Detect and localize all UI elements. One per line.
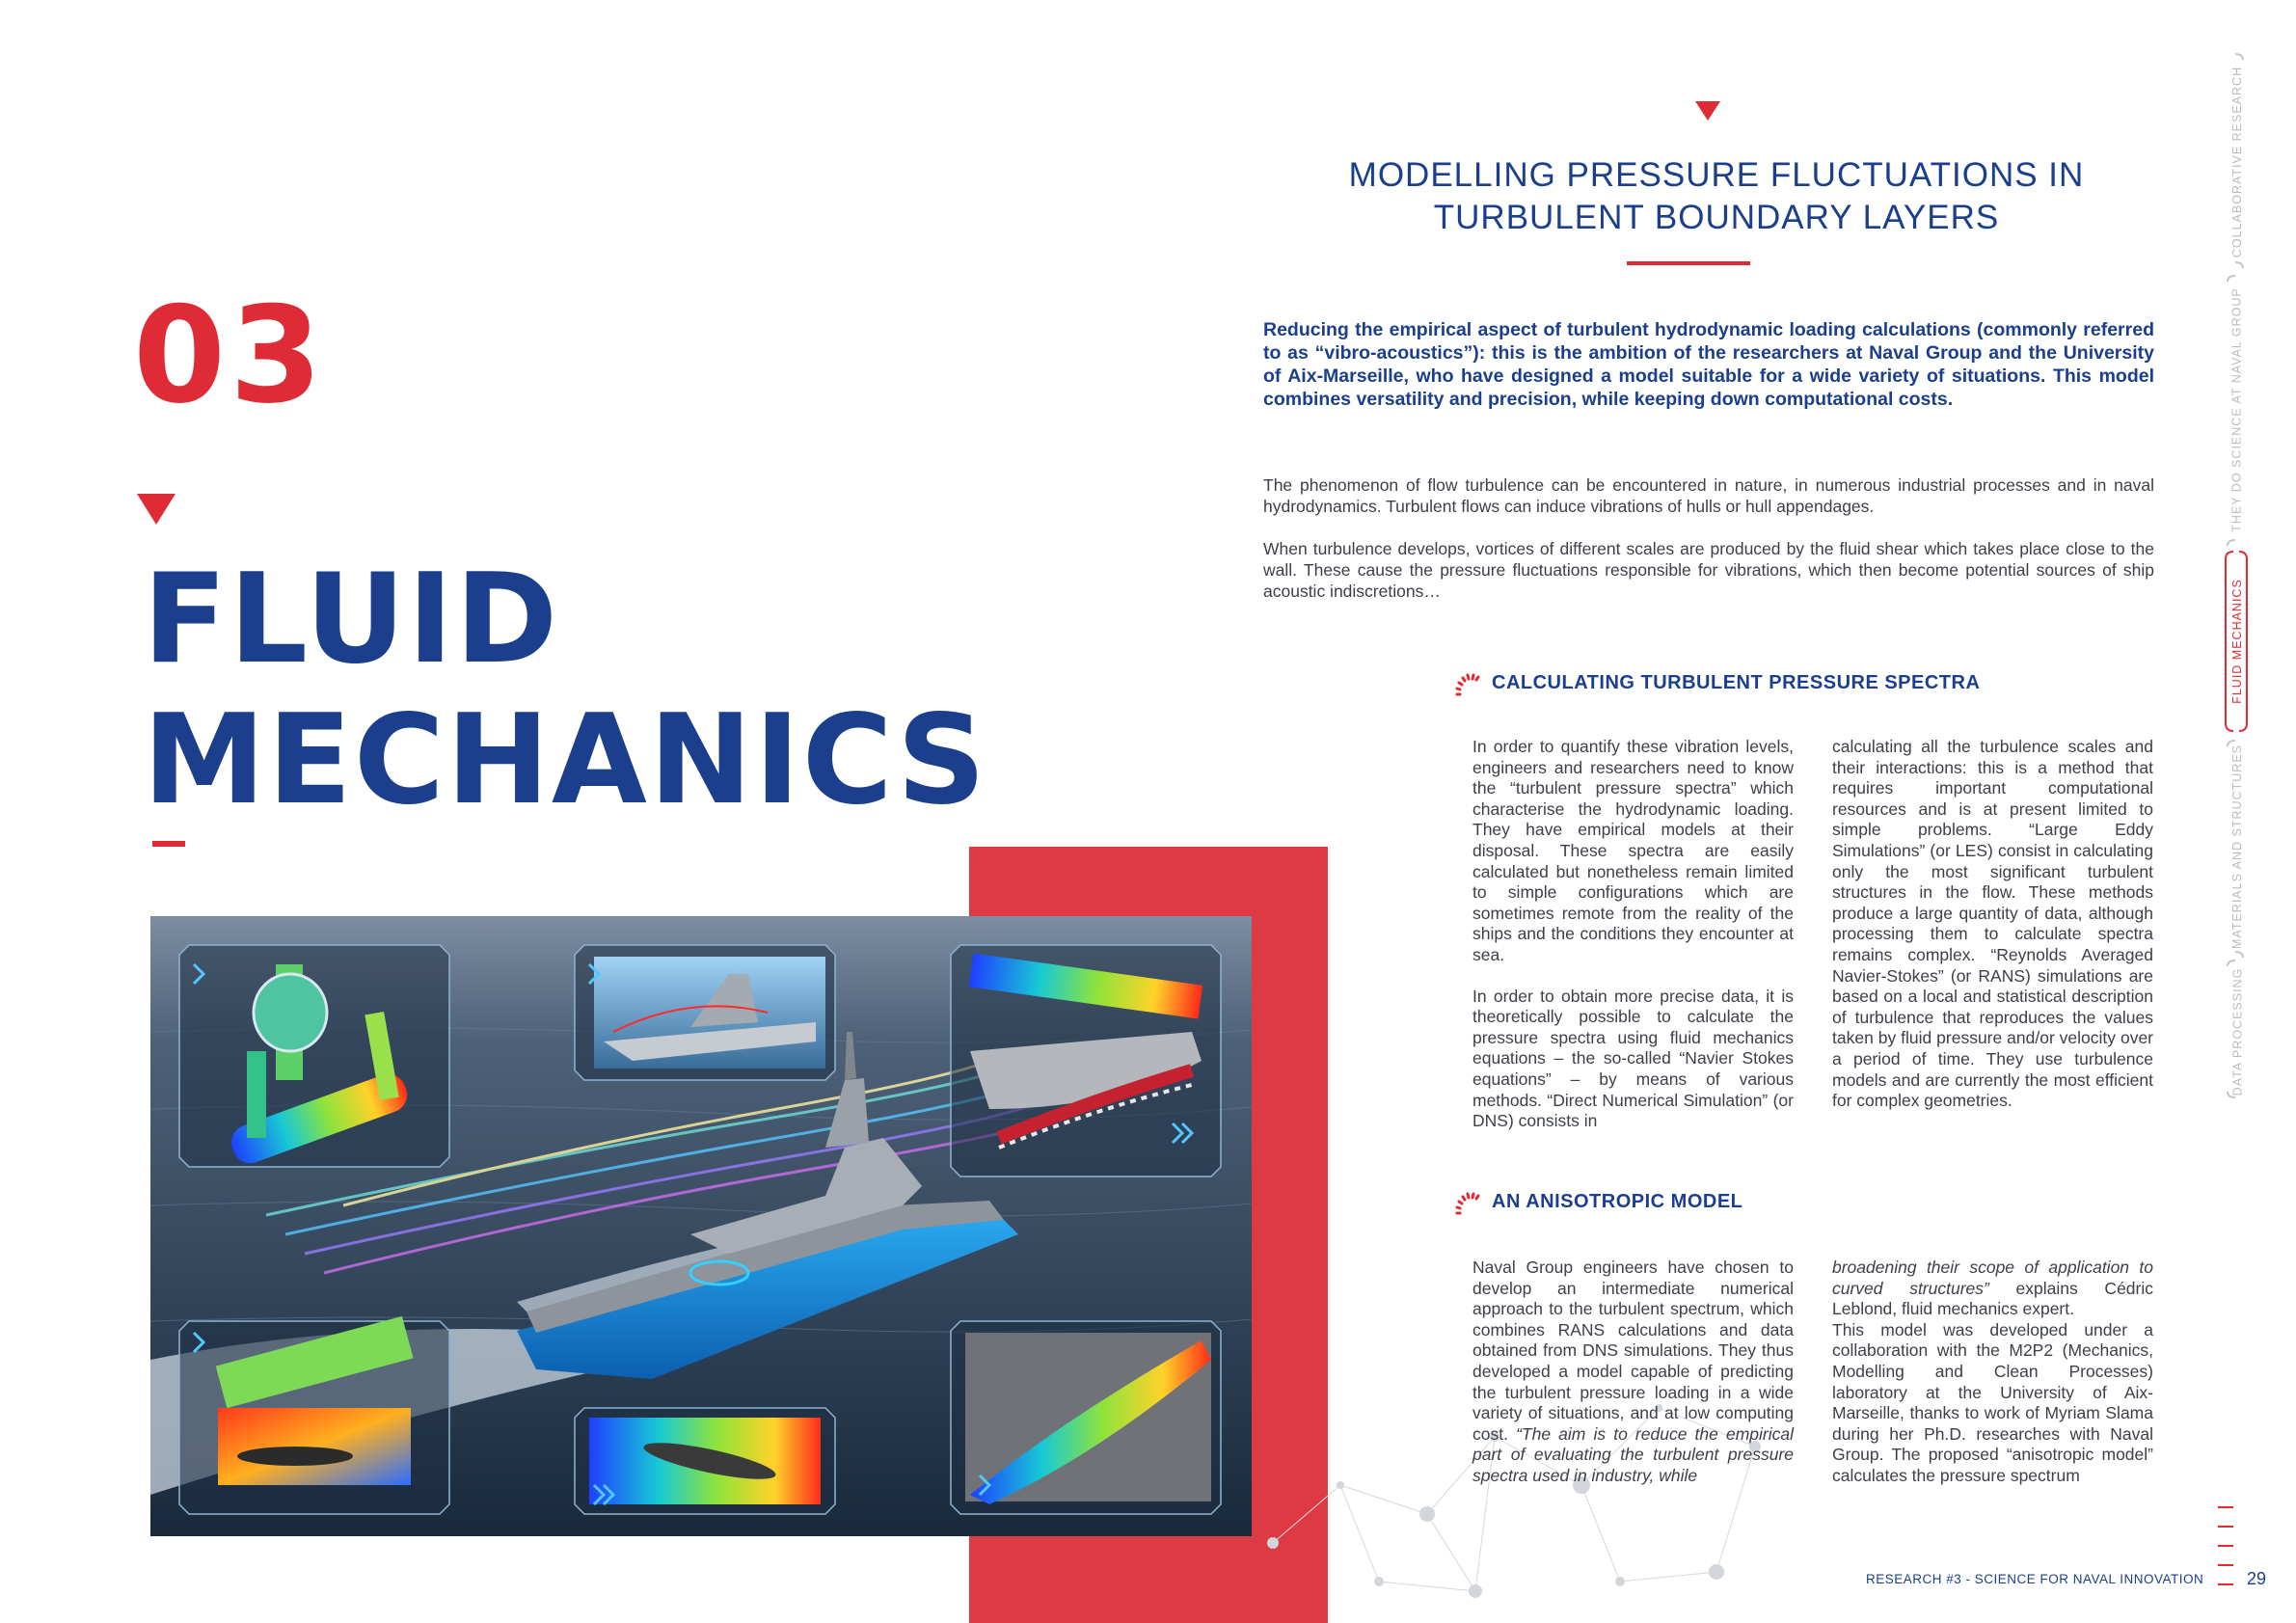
section-heading-anisotropic [1451,1184,1742,1219]
page-number: 29 [2247,1569,2267,1588]
chapter-title-line-1: FLUID [143,548,560,691]
title-underline [1627,261,1750,265]
footer-dash [2218,1506,2233,1508]
nav-label: MATERIALS AND STRUCTURES [2230,744,2244,949]
paragraph: Naval Group engineers have chosen to develop an intermediate numerical approach to the turbulent spectrum, which combines RANS calculations and data obtained from DNS simulations. They thus developed a model capable of predicting the turbulent pressure loading in a wide variety of situations, and at low computing cost. [1472,1258,1794,1444]
section-heading-text: CALCULATING TURBULENT PRESSURE SPECTRA [1492,671,1981,693]
section1-column-1 [1472,737,1794,1152]
quote: broadening their scope of application to curved structures” [1832,1258,2153,1298]
article-title [1331,154,2102,239]
section2-column-1 [1472,1258,1794,1487]
intro-paragraph-1: The phenomenon of flow turbulence can be encountered in nature, in numerous industrial processes and in naval hydrodynamics. Turbulent flows can induce vibrations of hulls or hull appendages. [1263,475,2154,516]
triangle-marker-icon [1695,101,1720,121]
lead-paragraph: Reducing the empirical aspect of turbulent hydrodynamic loading calculations (commonly referred to as “vibro-acoustics”): this is the ambition of the researchers at Naval Group and the University of Aix-Marseille, who have designed a model suitable for a wide variety of situations. This model combines versatility and precision, while keeping down computational costs. [1263,319,2154,410]
intro-paragraph-2: When turbulence develops, vortices of different scales are produced by the fluid shear which takes place close to the wall. These cause the pressure fluctuations responsible for vibrations, which then become potential sources of ship acoustic indiscretions… [1263,539,2154,601]
paragraph: This model was developed under a collaboration with the M2P2 (Mechanics, Modelling and Clean Processes) laboratory at the University of Aix-Marseille, thanks to work of Myriam Slama during her Ph.D. researches with Naval Group. The proposed “anisotropic model” calculates the pressure spectrum [1832,1319,2153,1485]
nav-label: DATA PROCESSING [2230,967,2244,1096]
section-number: 03 [133,278,327,433]
chapter-title [143,550,987,831]
gauge-icon [1451,665,1486,700]
paragraph: In order to quantify these vibration levels, engineers and researchers need to know the “turbulent pressure spectra” which characterise the hydrodynamic loading. They have empirical models at their disposal. These spectra are easily calculated but nonetheless remain limited to simple configurations which are sometimes remote from the reality of the ships and the conditions they encounter at sea. [1472,737,1794,964]
nav-label: COLLABORATIVE RESEARCH [2230,66,2245,257]
nav-label: THEY DO SCIENCE AT NAVAL GROUP [2230,287,2244,532]
gauge-icon [1451,1184,1486,1219]
triangle-marker-icon [137,494,176,525]
paragraph: calculating all the turbulence scales and their interactions: this is a method that requires important computational resources and is at present limited to simple problems. “Large Eddy Simulations” (or LES) consist in calculating only the most significant turbulent structures in the flow. These methods produce a large quantity of data, although processing them to calculate spectra remains complex. “Reynolds Averaged Navier-Stokes” (or RANS) simulations are based on a local and statistical description of turbulence that reproduces the values taken by fluid pressure and/or velocity over a period of time. They use turbulence models and are currently the most efficient for complex geometries. [1832,737,2153,1111]
section1-column-2 [1832,737,2153,1132]
side-navigation [2220,48,2255,1099]
chapter-title-line-2: MECHANICS [143,689,988,832]
article-title-line-2: TURBULENT BOUNDARY LAYERS [1433,199,2000,236]
section-heading-spectra [1451,665,1980,700]
title-dash-divider [152,841,185,847]
paragraph: explains Cédric Leblond, fluid mechanics expert. [1832,1278,2153,1319]
footer-dash [2218,1564,2233,1566]
quote: “The aim is to reduce the empirical part of evaluating the turbulent pressure spectra used in industry, while [1472,1423,1794,1485]
footer-dash [2218,1526,2233,1528]
paragraph: In order to obtain more precise data, it is theoretically possible to calculate the pressure spectra using fluid mechanics equations – the so-called “Navier Stokes equations” – by means of various methods. “Direct Numerical Simulation” (or DNS) consists in [1472,986,1794,1131]
article-title-line-1: MODELLING PRESSURE FLUCTUATIONS IN [1348,156,2085,194]
footer-dash [2218,1583,2233,1585]
section2-column-2 [1832,1258,2153,1487]
footer-running-title: RESEARCH #3 - SCIENCE FOR NAVAL INNOVATION [1866,1572,2204,1586]
nav-brackets [2220,48,2255,1099]
footer-dash [2218,1545,2233,1547]
nav-label: FLUID MECHANICS [2230,579,2244,704]
frigate-cfd-illustration [150,916,1252,1536]
section-heading-text: AN ANISOTROPIC MODEL [1492,1190,1743,1212]
